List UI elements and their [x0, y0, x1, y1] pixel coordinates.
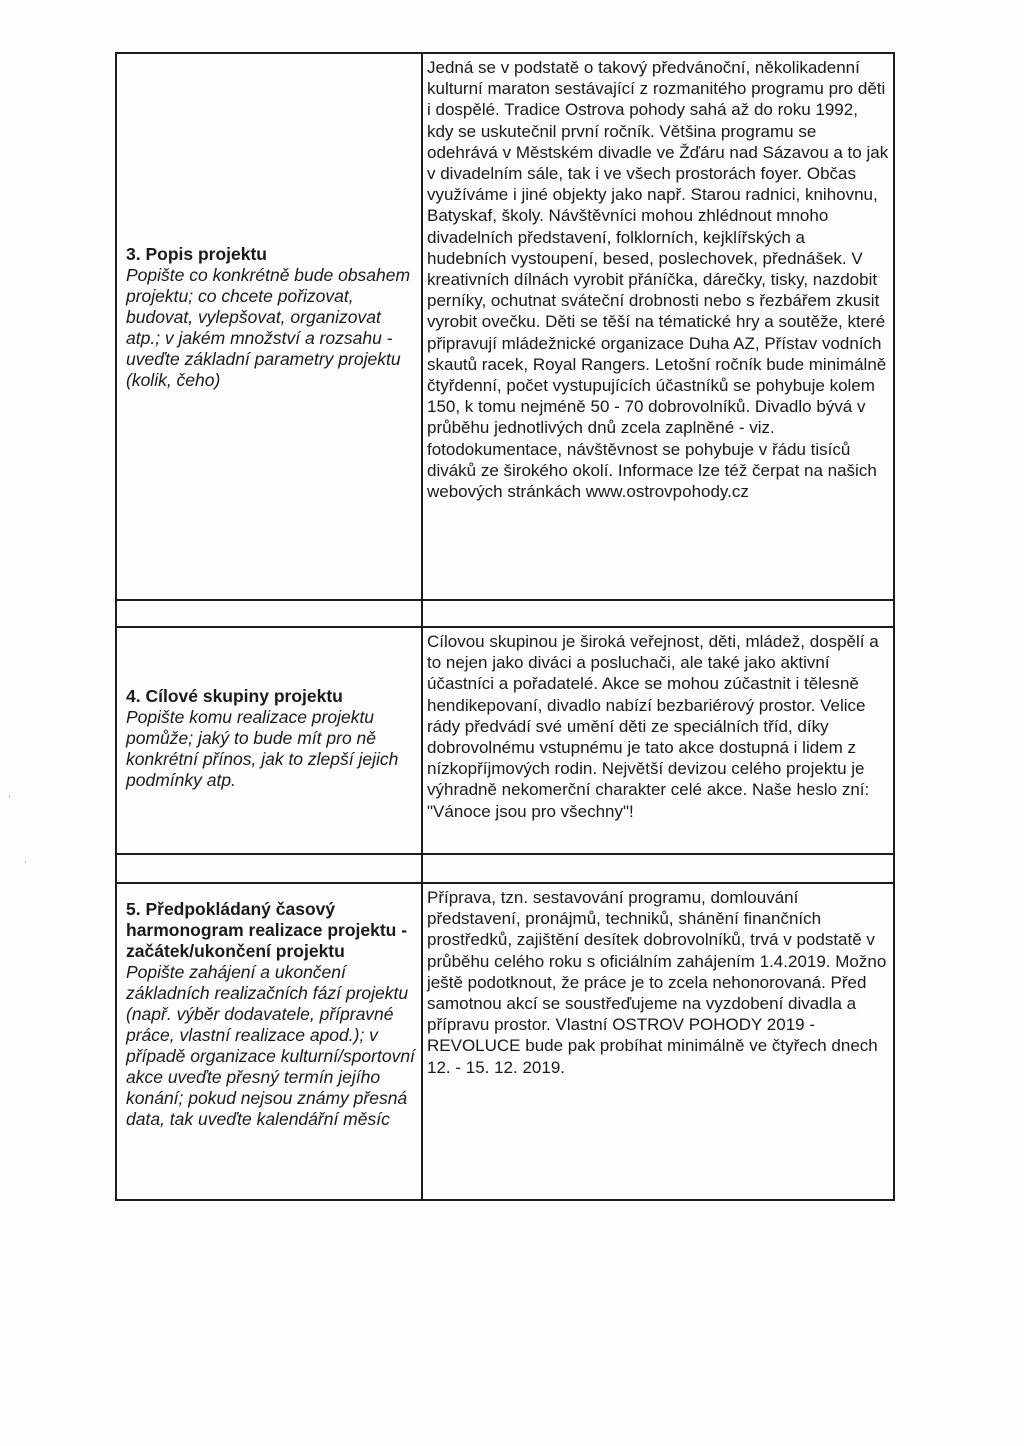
section-content-cell: [422, 883, 894, 1200]
section-instructions: Popište komu realizace projektu pomůže; jaký to bude mít pro ně konkrétní přínos, jak to zlepší jejich podmínky atp.: [126, 707, 399, 790]
scan-speck: ·: [8, 792, 12, 803]
scan-speck: ·: [24, 858, 28, 869]
section-content-text: Příprava, tzn. sestavování programu, domlouvání představení, pronájmů, techniků, shánění finančních prostředků, zajištění desítek dobrovolníků, trvá v podstatě v průběhu celého roku s oficiálním zahájením 1.4.2019. Možno ještě podotknout, že práce je to zcela nehonorovaná. Před samotnou akcí se soustřeďujeme na vyzdobení divadla a přípravu prostor. Vlastní OSTROV POHODY 2019 - REVOLUCE bude pak probíhat minimálně ve čtyřech dnech 12. - 15. 12. 2019.: [427, 888, 887, 1077]
section-label-cell: [116, 883, 422, 1200]
section-heading: 5. Předpokládaný časový harmonogram realizace projektu - začátek/ukončení projektu: [126, 899, 408, 961]
section-label-cell: [116, 627, 422, 854]
section-heading: 3. Popis projektu: [126, 244, 267, 264]
section-gap: [116, 600, 894, 627]
section-content-cell: [422, 627, 894, 854]
section-project-description: [116, 53, 894, 600]
section-timeline: [116, 883, 894, 1200]
project-form-table: [115, 52, 895, 1201]
section-content-cell: [422, 53, 894, 600]
section-gap: [116, 854, 894, 883]
section-instructions: Popište zahájení a ukončení základních realizačních fází projektu (např. výběr dodavatele, přípravné práce, vlastní realizace apod.); v případě organizace kulturní/sportovní akce uveďte přesný termín jejího konání; pokud nejsou známy přesná data, tak uveďte kalendářní měsíc: [126, 962, 415, 1129]
section-content-text: Cílovou skupinou je široká veřejnost, děti, mládež, dospělí a to nejen jako diváci a posluchači, ale také jako aktivní účastníci a pořadatelé. Akce se mohou zúčastnit i tělesně hendikepovaní, divadlo nabízí bezbariérový prostor. Velice rády předvádí své umění děti ze speciálních tříd, díky dobrovolnému vstupnému je tato akce dostupná i lidem z nízkopříjmových rodin. Největší devizou celého projektu je výhradně nekomerční charakter celé akce. Naše heslo zní: "Vánoce jsou pro všechny"!: [427, 632, 879, 821]
section-instructions: Popište co konkrétně bude obsahem projektu; co chcete pořizovat, budovat, vylepšovat, organizovat atp.; v jakém množství a rozsahu - uveďte základní parametry projektu (kolik, čeho): [126, 265, 411, 390]
section-target-groups: [116, 627, 894, 854]
section-content-text: Jedná se v podstatě o takový předvánoční, několikadenní kulturní maraton sestávající z rozmanitého programu pro děti i dospělé. Tradice Ostrova pohody sahá až do roku 1992, kdy se uskutečnil první ročník. Většina programu se odehrává v Městském divadle ve Žďáru nad Sázavou a to jak v divadelním sále, tak i ve všech prostorách foyer. Občas využíváme i jiné objekty jako např. Starou radnici, knihovnu, Batyskaf, školy. Návštěvníci mohou zhlédnout mnoho divadelních představení, folklorních, kejklířských a hudebních vystoupení, besed, poslechovek, přednášek. V kreativních dílnách vyrobit přáníčka, dárečky, tisky, nazdobit perníky, ochutnat sváteční drobnosti nebo s řezbářem zkusit vyrobit ovečku. Děti se těší na tématické hry a soutěže, které připravují mládežnické organizace Duha AZ, Přístav vodních skautů racek, Royal Rangers. Letošní ročník bude minimálně čtyřdenní, počet vystupujících účastníků se pohybuje kolem 150, k tomu nejméně 50 - 70 dobrovolníků. Divadlo bývá v průběhu jednotlivých dnů zcela zaplněné - viz. fotodokumentace, návštěvnost se pohybuje v řádu tisíců diváků ze širokého okolí. Informace lze též čerpat na našich webových stránkách www.ostrovpohody.cz: [427, 58, 889, 502]
section-label-cell: [116, 53, 422, 600]
section-heading: 4. Cílové skupiny projektu: [126, 686, 343, 706]
